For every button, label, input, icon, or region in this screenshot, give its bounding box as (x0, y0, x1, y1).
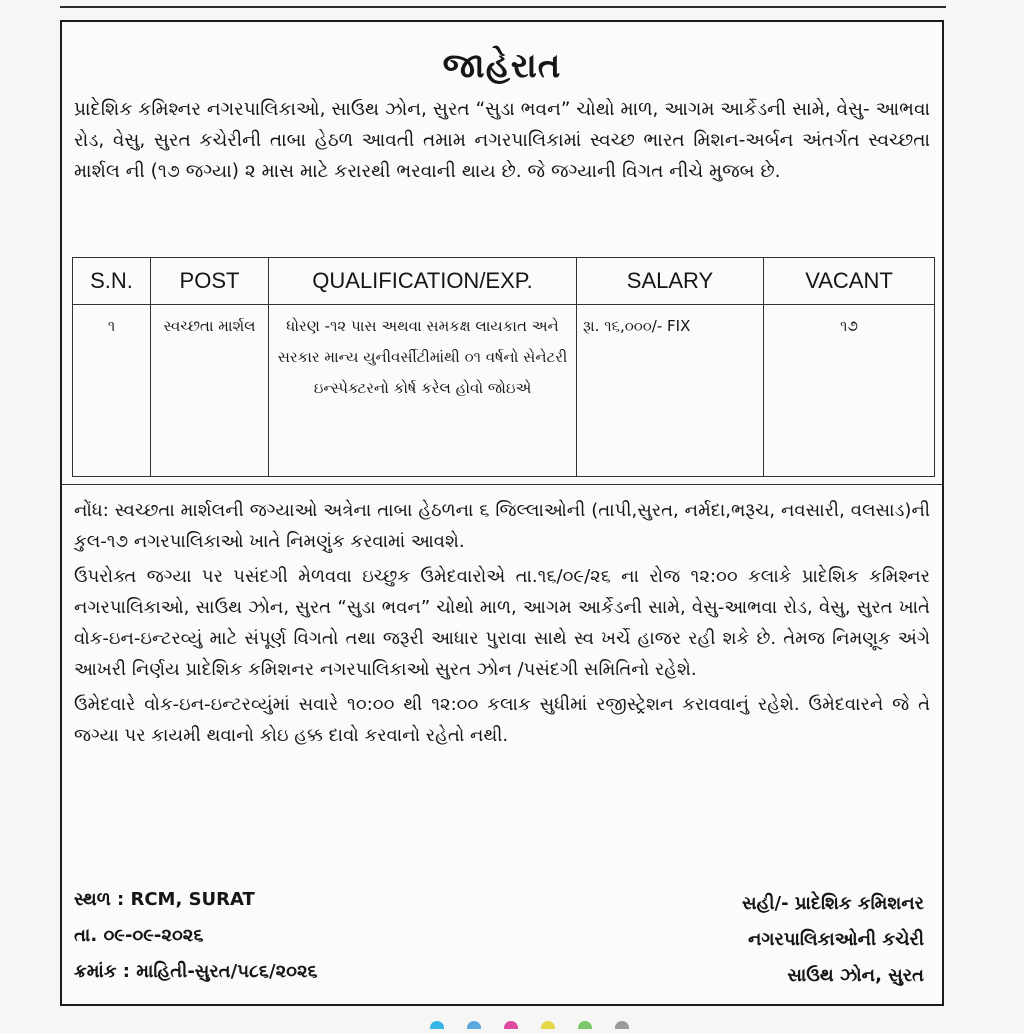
date-line: તા. ૦૯-૦૯-૨૦૨૬ (74, 925, 204, 946)
cell-salary: રૂા. ૧૬,૦૦૦/- FIX (577, 305, 764, 477)
color-dot (615, 1021, 629, 1029)
intro-paragraph: પ્રાદેશિક કમિશ્નર નગરપાલિકાઓ, સાઉથ ઝોન, સુરત “સુડા ભવન” ચોથો માળ, આગમ આર્કેડની સામે, વેસુ- આભવા રોડ, વેસુ, સુરત કચેરીની તાબા હેઠળ આવતી તમામ નગરપાલિકામાં સ્વચ્છ ભારત મિશન-અર્બન અંતર્ગત સ્વચ્છતા માર્શલ ની (૧૭ જગ્યા) ૨ માસ માટે કરારથી ભરવાની થાય છે. જે જગ્યાની વિગત નીચે મુજબ છે. (74, 99, 930, 182)
notes-section (62, 484, 942, 751)
header-qualification: QUALIFICATION/EXP. (269, 258, 577, 305)
cell-vacant: ૧૭ (764, 305, 935, 477)
header-salary: SALARY (577, 258, 764, 305)
color-dot (504, 1021, 518, 1029)
cell-sn: ૧ (73, 305, 151, 477)
note-paragraph: નોંધ: સ્વચ્છતા માર્શલની જગ્યાઓ અત્રેના તાબા હેઠળના ૬ જિલ્લાઓની (તાપી,સુરત, નર્મદા,ભરૂચ, નવસારી, વલસાડ)ની કુલ-૧૭ નગરપાલિકાઓ ખાતે નિમણુંક કરવામાં આવશે. (74, 500, 930, 552)
interview-paragraph: ઉપરોક્ત જગ્યા પર પસંદગી મેળવવા ઇચ્છુક ઉમેદવારોએ તા.૧૬/૦૯/૨૬ ના રોજ ૧૨:૦૦ કલાકે પ્રાદેશિક કમિશ્નર નગરપાલિકાઓ, સાઉથ ઝોન, સુરત “સુડા ભવન” ચોથો માળ, આગમ આર્કેડની સામે, વેસુ-આભવા રોડ, વેસુ, સુરત ખાતે વોક-ઇન-ઇન્ટરવ્યું માટે સંપૂર્ણ વિગતો તથા જરૂરી આધાર પુરાવા સાથે સ્વ ખર્ચે હાજર રહી શકે છે. તેમજ નિમણૂક અંગે આખરી નિર્ણય પ્રાદેશિક કમિશનર નગરપાલિકાઓ સુરત ઝોન /પસંદગી સમિતિનો રહેશે. (74, 566, 930, 680)
advertisement-notice (60, 20, 944, 1006)
color-dot (541, 1021, 555, 1029)
reference-line: ક્રમાંક : માહિતી-સુરત/૫૮૬/૨૦૨૬ (74, 961, 318, 982)
registration-paragraph: ઉમેદવારે વોક-ઇન-ઇન્ટરવ્યુંમાં સવારે ૧૦:૦૦ થી ૧૨:૦૦ કલાક સુધીમાં રજીસ્ટ્રેશન કરાવવાનું રહેશે. ઉમેદવારને જે તે જગ્યા પર કાયમી થવાનો કોઇ હક્ક દાવો કરવાનો રહેતો નથી. (74, 694, 930, 746)
color-dot (430, 1021, 444, 1029)
signature-line-3: સાઉથ ઝોન, સુરત (787, 965, 924, 986)
vacancy-table (72, 257, 935, 477)
cell-post: સ્વચ્છતા માર્શલ (151, 305, 269, 477)
table-header-row (73, 258, 935, 305)
header-post: POST (151, 258, 269, 305)
header-sn: S.N. (73, 258, 151, 305)
notice-title: જાહેરાત (442, 46, 562, 86)
cell-qualification: ધોરણ -૧૨ પાસ અથવા સમકક્ષ લાયકાત અને સરકાર માન્ય યુનીવર્સીટીમાંથી ૦૧ વર્ષનો સેનેટરી ઇન્સ્પેક્ટરનો કોર્ષ કરેલ હોવો જોઇએ (269, 305, 577, 477)
color-dot (467, 1021, 481, 1029)
bottom-color-dots (430, 1014, 830, 1024)
signature-line-1: સહી/- પ્રાદેશિક કમિશનર (742, 893, 924, 914)
place-line: સ્થળ : RCM, SURAT (74, 889, 255, 910)
signature-block (742, 886, 924, 994)
table-row (73, 305, 935, 477)
signature-line-2: નગરપાલિકાઓની કચેરી (747, 929, 924, 950)
header-vacant: VACANT (764, 258, 935, 305)
footer-details (74, 882, 318, 990)
previous-clipping-edge (60, 0, 946, 8)
color-dot (578, 1021, 592, 1029)
